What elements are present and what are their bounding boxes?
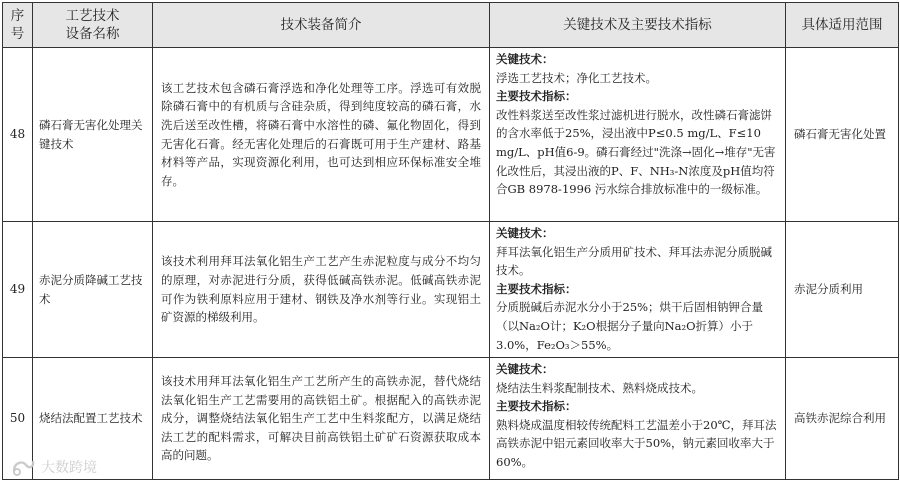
table-header-row <box>3 3 899 48</box>
key-tech-label: 关键技术： <box>496 52 554 66</box>
key-tech-label: 关键技术： <box>496 226 554 240</box>
watermark <box>10 457 97 477</box>
row-key-tech <box>490 48 786 222</box>
row-name: 赤泥分质降碱工艺技术 <box>33 222 153 358</box>
key-tech-text: 浮选工艺技术；净化工艺技术。 <box>496 70 657 85</box>
main-index-text: 分质脱碱后赤泥水分小于25%；烘干后固相钠钾合量（以Na₂O计；K₂O根据分子量向Na₂O折算）小于3.0%，Fe₂O₃＞55%。 <box>496 300 764 352</box>
row-key-tech <box>490 358 786 480</box>
row-scope: 高铁赤泥综合利用 <box>786 358 899 480</box>
header-name: 工艺技术 设备名称 <box>33 3 153 48</box>
row-intro: 该技术利用拜耳法氧化铝生产工艺产生赤泥粒度与成分不均匀的原理，对赤泥进行分质，获得低碱高铁赤泥。低碱高铁赤泥可作为铁利原料应用于建材、钢铁及净水剂等行业。实现铝土矿资源的梯级利用。 <box>153 222 490 358</box>
row-scope: 磷石膏无害化处置 <box>786 48 899 222</box>
header-index: 序号 <box>3 3 33 48</box>
table-row <box>3 48 899 222</box>
main-index-text: 熟料烧成温度相较传统配料工艺温差小于20℃，拜耳法高铁赤泥中铝元素回收率大于50%，钠元素回收率大于60%。 <box>496 417 777 469</box>
row-name: 磷石膏无害化处理关键技术 <box>33 48 153 222</box>
tech-equipment-table <box>2 2 899 480</box>
row-scope: 赤泥分质利用 <box>786 222 899 358</box>
main-index-text: 改性料浆送至改性浆过滤机进行脱水，改性磷石膏滤饼的含水率低于25%，浸出液中P≤0.5 mg/L、F≤10 mg/L、pH值6-9。磷石膏经过"洗涤→固化→堆存"无害化改性后，其浸出液的P、F、NH₃-N浓度及pH值均符合GB 8978-1996 污水综合排放标准中的一级标准。 <box>496 107 776 197</box>
header-intro: 技术装备简介 <box>153 3 490 48</box>
row-number: 49 <box>3 222 33 358</box>
row-number: 48 <box>3 48 33 222</box>
table-row <box>3 358 899 480</box>
row-name: 烧结法配置工艺技术 <box>33 358 153 480</box>
row-key-tech <box>490 222 786 358</box>
header-key-tech: 关键技术及主要技术指标 <box>490 3 786 48</box>
key-tech-label: 关键技术： <box>496 362 554 376</box>
main-index-label: 主要技术指标： <box>496 89 577 104</box>
key-tech-text: 拜耳法氧化铝生产分质用矿技术、拜耳法赤泥分质脱碱技术。 <box>496 244 772 278</box>
main-index-label: 主要技术指标： <box>496 399 577 414</box>
row-number: 50 <box>3 358 33 480</box>
watermark-text: 大数跨境 <box>41 460 97 476</box>
key-tech-text: 烧结法生料浆配制技术、熟料烧成技术。 <box>496 380 703 395</box>
header-scope: 具体适用范围 <box>786 3 899 48</box>
row-intro: 该工艺技术包含磷石膏浮选和净化处理等工序。浮选可有效脱除磷石膏中的有机质与含硅杂质，得到纯度较高的磷石膏，水洗后送至改性槽，将磷石膏中水溶性的磷、氟化物固化，得到无害化石膏。经无害化处理后的石膏既可用于生产建材、路基材料等产品，实现资源化利用，也可达到相应环保标准安全堆存。 <box>153 48 490 222</box>
row-intro: 该技术用拜耳法氧化铝生产工艺所产生的高铁赤泥，替代烧结法氧化铝生产工艺需要用的高铁铝土矿。根据配入的高铁赤泥成分，调整烧结法氧化铝生产工艺中生料浆配方，以满足烧结法工艺的配料需求，可解决目前高铁铝土矿矿石资源获取成本高的问题。 <box>153 358 490 480</box>
table-row <box>3 222 899 358</box>
brand-logo-icon <box>10 457 36 477</box>
main-index-label: 主要技术指标： <box>496 281 577 296</box>
